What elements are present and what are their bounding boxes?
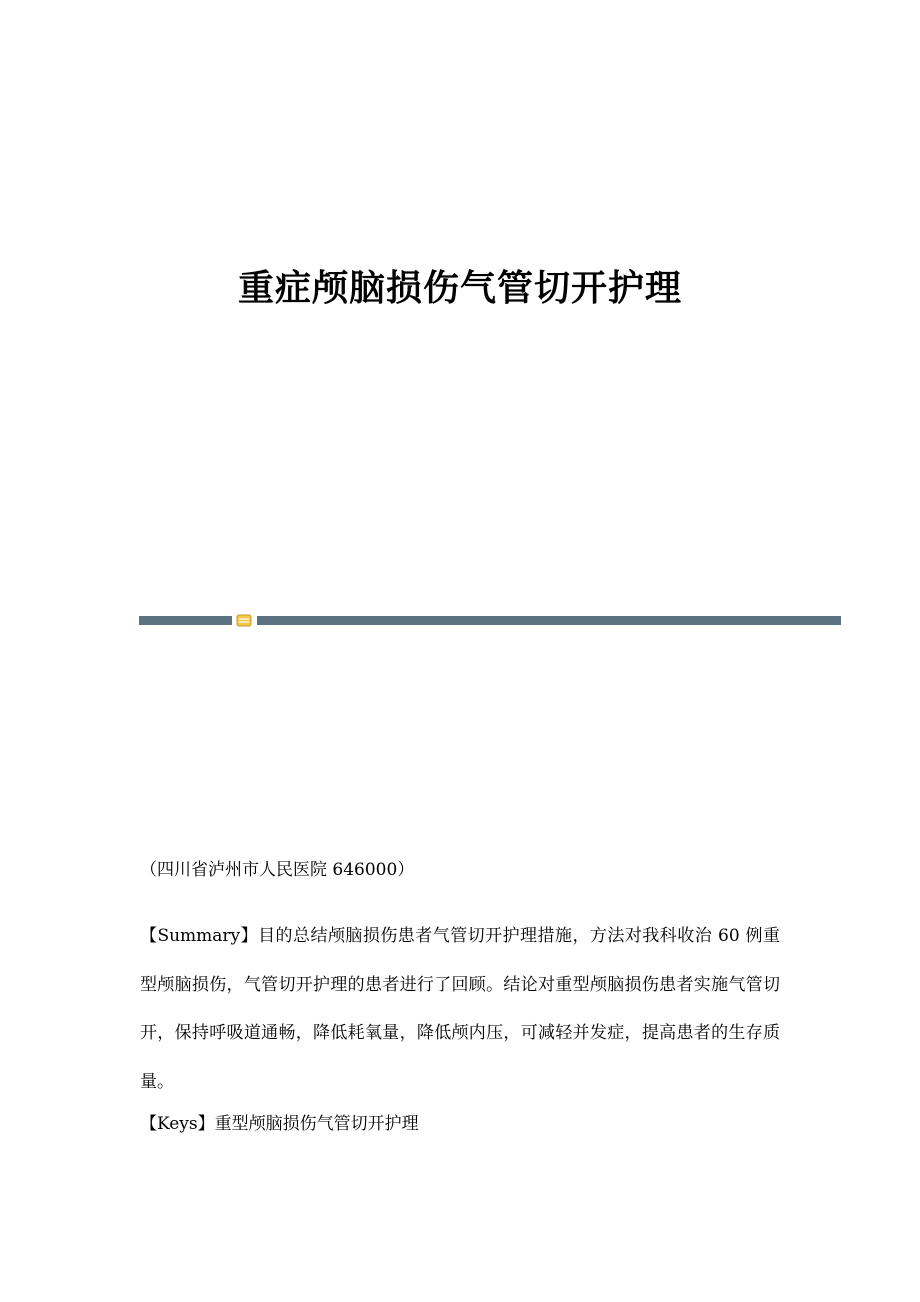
- keywords-paragraph: [140, 1112, 780, 1136]
- keywords-text: 重型颅脑损伤气管切开护理: [214, 1114, 419, 1134]
- summary-text: 目的总结颅脑损伤患者气管切开护理措施，方法对我科收治 60 例重型颅脑损伤，气管切开护理的患者进行了回顾。结论对重型颅脑损伤患者实施气管切开，保持呼吸道通畅，降低耗氧量，降低颅内压，可减轻并发症，提高患者的生存质量。: [140, 926, 780, 1092]
- keywords-label: 【Keys】: [140, 1114, 215, 1134]
- divider-bar-left: [139, 616, 232, 625]
- document-title: 重症颅脑损伤气管切开护理: [237, 267, 682, 309]
- summary-label: 【Summary】: [140, 926, 259, 946]
- section-divider: [139, 616, 841, 625]
- divider-bar-right: [257, 616, 841, 625]
- divider-emblem-icon: [236, 614, 252, 627]
- summary-paragraph: [140, 912, 780, 1106]
- author-affiliation: （四川省泸州市人民医院 646000）: [140, 860, 415, 880]
